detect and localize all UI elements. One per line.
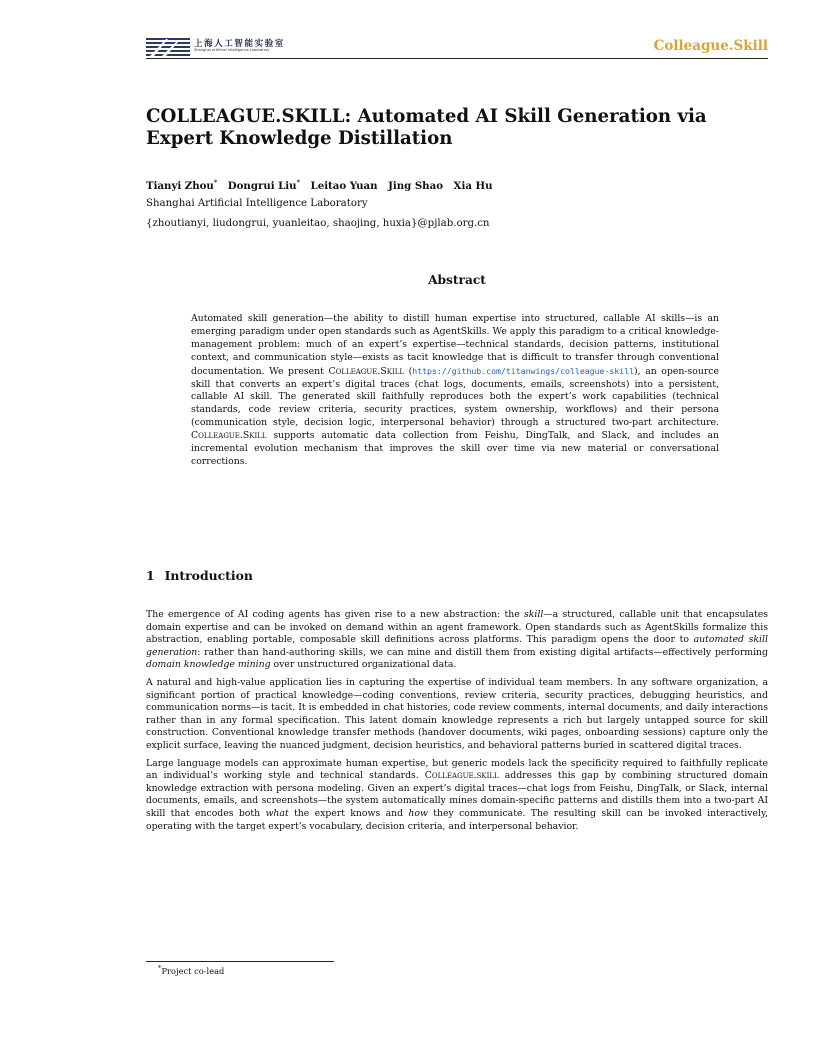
abstract-part: Automated skill generation—the ability to distill human expertise into structured, callable AI skills—is an emerging paradigm under open standards such as AgentSkills. We apply this paradigm to a critical knowledge-management problem: much of an expert’s expertise—technical standards, decision patterns, institutional context, and communication style—exists as tacit knowledge that is difficult to transfer through conventional documentation. We present bbox=[191, 313, 719, 377]
running-header bbox=[146, 34, 768, 60]
section-number: 1 bbox=[146, 568, 155, 583]
affiliation: Shanghai Artificial Intelligence Laboratory bbox=[146, 198, 368, 209]
footnote-mark: * bbox=[158, 964, 162, 972]
abstract-part: ( bbox=[404, 365, 413, 377]
section-title: Introduction bbox=[164, 568, 253, 583]
abstract-text bbox=[191, 313, 719, 469]
emphasis: what bbox=[265, 807, 289, 819]
author bbox=[228, 180, 300, 192]
author-name: Leitao Yuan bbox=[310, 180, 378, 193]
section-heading-introduction bbox=[146, 568, 253, 583]
author-mark: * bbox=[213, 179, 218, 187]
author bbox=[388, 180, 443, 192]
text-run: they communicate. The resulting skill can be invoked interactively, operating with the target expert’s vocabulary, decision criteria, and interpersonal behavior. bbox=[146, 807, 768, 832]
repository-link[interactable]: https://github.com/titanwings/colleague-skill bbox=[412, 365, 635, 376]
footnote bbox=[158, 964, 224, 976]
text-run: over unstructured organizational data. bbox=[270, 659, 457, 671]
author bbox=[454, 180, 493, 192]
text-run: the expert knows and bbox=[288, 807, 409, 819]
running-header-brand: Colleague.Skill bbox=[653, 38, 768, 54]
introduction-body bbox=[146, 609, 768, 838]
abstract-heading-text: Abstract bbox=[428, 273, 486, 287]
author-emails: {zhoutianyi, liudongrui, yuanleitao, shaojing, huxia}@pjlab.org.cn bbox=[146, 218, 490, 229]
emphasis: skill bbox=[524, 609, 544, 620]
lab-logo-english-name: Shanghai Artificial Intelligence Laboratory bbox=[194, 48, 270, 52]
footnote-text: Project co-lead bbox=[161, 965, 225, 976]
header-rule bbox=[146, 58, 768, 59]
author bbox=[146, 180, 217, 192]
author-name: Tianyi Zhou bbox=[146, 180, 214, 193]
lab-logo-mark-icon bbox=[146, 36, 190, 56]
lab-logo bbox=[146, 36, 316, 56]
author-mark: * bbox=[296, 179, 300, 187]
lab-logo-chinese-name: 上海人工智能实验室 bbox=[194, 39, 285, 49]
paragraph: A natural and high-value application lies in capturing the expertise of individual team members. In any software organization, a significant portion of practical knowledge—coding conventions, review criteria, security practices, debugging heuristics, and communication norms—is tacit. It is embedded in chat histories, code review comments, internal documents, and daily interactions rather than in any formal specification. This latent domain knowledge represents a rich but largely untapped source for skill construction. Conventional knowledge transfer methods (handover documents, wiki pages, onboarding sessions) capture only the explicit surface, leaving the nuanced judgment, decision heuristics, and behavioral patterns buried in scattered digital traces. bbox=[146, 676, 768, 751]
system-name: Colleague.skill bbox=[424, 770, 499, 782]
author-name: Jing Shao bbox=[388, 180, 443, 193]
text-run: Large language models can approximate human expertise, but generic models lack the specificity required to faithfully replicate an individual’s working style and technical standards. bbox=[146, 757, 768, 782]
text-run: —a structured, callable unit that encapsulates domain expertise and can be invoked on demand within an agent framework. Open standards such as AgentSkills formalize this abstraction, enabling portable, composable skill definitions across platforms. This paradigm opens the door to bbox=[146, 609, 768, 646]
emphasis: domain knowledge mining bbox=[146, 659, 271, 671]
text-run: addresses this gap by combining structured domain knowledge extraction with persona modeling. Given an expert’s digital traces—chat logs from Feishu, DingTalk, or Slack, internal documents, emails, and screenshots—the system automatically mines domain-specific patterns and distills them into a two-part AI skill that encodes both bbox=[146, 770, 769, 819]
text-run: : rather than hand-authoring skills, we can mine and distill them from existing digital artifacts—effectively performing bbox=[197, 646, 768, 658]
abstract-heading bbox=[0, 273, 816, 287]
emphasis: automated skill generation bbox=[146, 634, 768, 658]
footnote-rule bbox=[146, 961, 334, 962]
paragraph bbox=[146, 758, 768, 834]
system-name: Colleague.Skill bbox=[328, 365, 405, 377]
author-name: Xia Hu bbox=[453, 180, 493, 193]
system-name: Colleague.Skill bbox=[191, 430, 267, 442]
paragraph bbox=[146, 609, 768, 672]
abstract-part: supports automatic data collection from Feishu, DingTalk, and Slack, and includes an incremental evolution mechanism that improves the skill over time via new material or conversational corrections. bbox=[191, 430, 719, 467]
author bbox=[311, 180, 378, 192]
author-name: Dongrui Liu bbox=[227, 180, 297, 193]
abstract-part: ), an open-source skill that converts an expert’s digital traces (chat logs, documents, emails, screenshots) into a persistent, callable AI skill. The generated skill faithfully reproduces both the expert’s work capabilities (technical standards, code review criteria, security practices, system ownership, workflows) and their persona (communication style, decision logic, interpersonal behavior) through a structured two-part architecture. bbox=[191, 365, 719, 429]
emphasis: how bbox=[408, 807, 428, 819]
paper-title: COLLEAGUE.SKILL: Automated AI Skill Generation via Expert Knowledge Distillation bbox=[146, 106, 707, 149]
text-run: The emergence of AI coding agents has given rise to a new abstraction: the bbox=[146, 609, 525, 620]
author-list bbox=[146, 179, 500, 192]
